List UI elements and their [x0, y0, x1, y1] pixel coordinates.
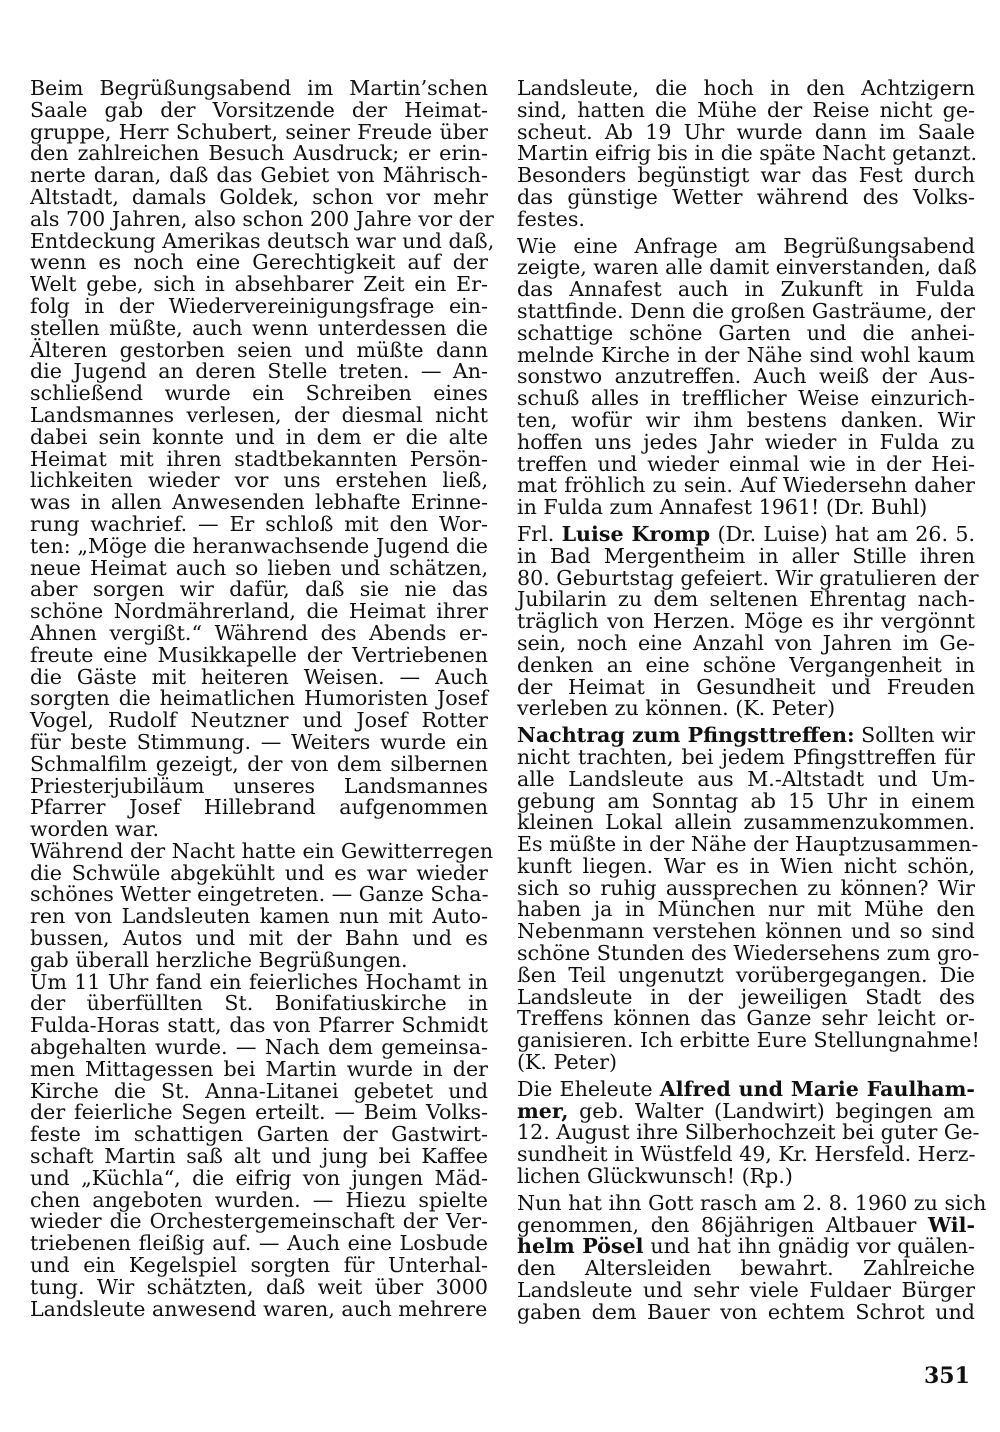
text-line: Martin eifrig bis in die späte Nacht getanzt.: [517, 141, 978, 166]
text-line: schönes Wetter eingetreten. — Ganze Scha-: [30, 882, 489, 907]
text-line: den Altersleiden bewahrt. Zahlreiche: [517, 1256, 975, 1281]
text-line: Altstadt, damals Goldek, schon vor mehr: [30, 184, 488, 209]
text-line: Landsleute in der jeweiligen Stadt des: [517, 984, 975, 1009]
text-line: stattfinde. Denn die großen Gasträume, der: [517, 298, 975, 323]
text-line: Landsmannes verlesen, der diesmal nicht: [30, 402, 488, 427]
text-line: für beste Stimmung. — Weiters wurde ein: [30, 729, 488, 754]
text-line: Ahnen vergißt.“ Während des Abends er-: [30, 620, 488, 645]
text-line: neue Heimat auch so lieben und schätzen,: [30, 555, 488, 580]
text-line: 12. August ihre Silberhochzeit bei guter Ge-: [517, 1120, 980, 1145]
text-line: folg in der Wiedervereinigungsfrage ein-: [30, 293, 488, 318]
text-line: nicht trachten, bei jedem Pfingsttreffen für: [517, 744, 975, 769]
text-line: Um 11 Uhr fand ein feierliches Hochamt in: [30, 969, 488, 994]
paragraph-hochamt: [30, 969, 488, 1321]
text-line: und „Küchla“, die eifrig von jungen Mäd-: [30, 1165, 488, 1190]
paragraph-silberhochzeit: [517, 1076, 980, 1189]
page-number: 351: [924, 1363, 970, 1389]
text-line: Kirche die St. Anna-Litanei gebetet und: [30, 1078, 488, 1103]
text-line: verleben zu können. (K. Peter): [517, 696, 836, 721]
text-line: Landsleute, die hoch in den Achtzigern: [517, 76, 975, 100]
text-line: Nachtrag zum Pfingsttreffen: Sollten wir: [517, 723, 976, 748]
text-line: sein, noch eine Anzahl von Jahren im Ge-: [517, 630, 975, 655]
text-line: Während der Nacht hatte ein Gewitterregen: [30, 838, 494, 863]
text-line: gruppe, Herr Schubert, seiner Freude über: [30, 119, 488, 144]
text-line: sorgten die heimatlichen Humoristen Josef: [30, 686, 488, 711]
text-line: den zahlreichen Besuch Ausdruck; er erin-: [30, 141, 488, 166]
text-line: dabei sein konnte und in dem er die alte: [30, 424, 488, 449]
text-line: aber sorgen wir dafür, daß sie nie das: [30, 577, 488, 602]
text-line: Vogel, Rudolf Neutzner und Josef Rotter: [30, 708, 488, 733]
text-line: Landsleute und sehr viele Fuldaer Bürger: [517, 1278, 975, 1303]
text-line: scheut. Ab 19 Uhr wurde dann im Saale: [517, 119, 975, 144]
text-line: ten: „Möge die heranwachsende Jugend die: [30, 533, 488, 558]
person-name: Wil-: [928, 1212, 975, 1237]
text-line: feste im schattigen Garten der Gastwirt-: [30, 1122, 488, 1147]
text-line: hoffen uns jedes Jahr wieder in Fulda zu: [517, 429, 975, 454]
text-line: gab überall herzliche Begrüßungen.: [30, 947, 408, 972]
text-line: freute eine Musikkapelle der Vertriebenen: [30, 642, 488, 667]
text-line: gebung am Sonntag ab 15 Uhr in einem: [517, 788, 975, 813]
paragraph-obituary: [517, 1190, 987, 1324]
text-line: träglich von Herzen. Möge es ihr vergönnt: [517, 609, 975, 634]
text-line: ren von Landsleuten kamen nun mit Auto-: [30, 904, 488, 929]
text-line: sundheit in Wüstfeld 49, Kr. Hersfeld. Herz-: [517, 1142, 976, 1167]
text-line: worden war.: [30, 817, 160, 842]
text-line: Beim Begrüßungsabend im Martin’schen: [30, 76, 488, 100]
text-line: ßen Teil ungenutzt vorübergegangen. Die: [517, 962, 975, 987]
person-name: helm Pösel: [517, 1234, 644, 1259]
paragraph-gewitter: [30, 838, 494, 972]
text-line: stellen müßte, auch wenn unterdessen die: [30, 315, 488, 340]
text-line: Jubilarin zu dem seltenen Ehrentag nach-: [517, 587, 975, 612]
text-line: lichen Glückwunsch! (Rp.): [517, 1164, 793, 1189]
text-line: mat fröhlich zu sein. Auf Wiedersehn daher: [517, 473, 975, 498]
text-line: denken an eine schöne Vergangenheit in: [517, 652, 975, 677]
text-line: Die Eheleute Alfred und Marie Faulham-: [517, 1076, 975, 1101]
text-line: der Heimat in Gesundheit und Freuden: [517, 674, 975, 699]
text-line: Schmalfilm gezeigt, der von dem silbernen: [30, 751, 488, 776]
text-line: chen angeboten wurden. — Hiezu spielte: [30, 1187, 488, 1212]
person-name: Alfred und Marie Faulham-: [659, 1076, 975, 1101]
text-line: (K. Peter): [517, 1050, 617, 1075]
text-line: ten, wofür wir ihm bestens danken. Wir: [517, 407, 975, 432]
text-line: lichkeiten wieder vor uns erstehen ließ,: [30, 468, 488, 493]
text-line: rung wachrief. — Er schloß mit den Wor-: [30, 511, 488, 536]
text-line: haben ja in München nur mit Mühe den: [517, 897, 975, 922]
text-line: Nun hat ihn Gott rasch am 2. 8. 1960 zu sich: [517, 1190, 987, 1215]
text-line: Fulda-Horas statt, das von Pfarrer Schmidt: [30, 1013, 488, 1038]
text-line: wieder die Orchestergemeinschaft der Ver-: [30, 1209, 488, 1234]
text-line: Heimat mit ihren stadtbekannten Persön-: [30, 446, 488, 471]
text-line: wenn es noch eine Gerechtigkeit auf der: [30, 250, 488, 275]
text-line: nerte daran, daß das Gebiet von Mährisch-: [30, 163, 488, 188]
paragraph-tanz: [517, 76, 978, 231]
text-line: alle Landsleute aus M.-Altstadt und Um-: [517, 766, 975, 791]
text-line: abgehalten wurde. — Nach dem gemeinsa-: [30, 1035, 488, 1060]
text-line: sonstwo anzutreffen. Auch weiß der Aus-: [517, 364, 975, 389]
text-line: schaft Martin saß alt und jung bei Kaffee: [30, 1144, 488, 1169]
text-line: in Fulda zum Annafest 1961! (Dr. Buhl): [517, 495, 928, 520]
text-line: die Gäste mit heiteren Weisen. — Auch: [30, 664, 488, 689]
text-line: Saale gab der Vorsitzende der Heimat-: [30, 97, 488, 122]
text-line: tung. Wir schätzten, daß weit über 3000: [30, 1274, 488, 1299]
text-line: Treffens können das Ganze sehr leicht or-: [517, 1006, 975, 1031]
text-line: mer, geb. Walter (Landwirt) begingen am: [517, 1098, 975, 1123]
person-name: mer,: [517, 1098, 569, 1123]
text-line: treffen und wieder einmal wie in der Hei-: [517, 451, 975, 476]
text-line: melnde Kirche in der Nähe sind wohl kaum: [517, 342, 975, 367]
text-line: die Jugend an deren Stelle treten. — An-: [30, 359, 488, 384]
text-line: schuß alles in trefflicher Weise einzurich-: [517, 386, 975, 411]
text-line: Priesterjubiläum unseres Landsmannes: [30, 773, 488, 798]
text-line: Es müßte in der Nähe der Hauptzusammen-: [517, 832, 979, 857]
text-line: Besonders begünstigt war das Fest durch: [517, 163, 975, 188]
text-line: zeigte, waren alle damit einverstanden, daß: [517, 255, 977, 280]
text-line: sind, hatten die Mühe der Reise nicht ge-: [517, 97, 975, 122]
text-line: bussen, Autos und mit der Bahn und es: [30, 926, 488, 951]
text-line: helm Pösel und hat ihn gnädig vor quälen-: [517, 1234, 975, 1259]
text-line: Nebenmann verstehen können und so sind: [517, 919, 975, 944]
text-line: das günstige Wetter während des Volks-: [517, 184, 975, 209]
text-line: schöne Stunden des Wiedersehens zum gro-: [517, 941, 980, 966]
text-line: Landsleute anwesend waren, auch mehrere: [30, 1296, 488, 1321]
text-line: 80. Geburtstag gefeiert. Wir gratulieren der: [517, 565, 979, 590]
paragraph-annafest: [517, 233, 977, 520]
text-line: kleinen Lokal allein zusammenzukommen.: [517, 810, 975, 835]
text-line: Entdeckung Amerikas deutsch war und daß,: [30, 228, 495, 253]
paragraph-begruessungsabend: [30, 76, 495, 842]
left-column: [30, 76, 495, 1321]
text-line: die Schwüle abgekühlt und es war wieder: [30, 860, 488, 885]
text-line: festes.: [517, 206, 585, 231]
text-line: schattige schöne Garten und die anhei-: [517, 320, 975, 345]
person-name: Luise Kromp: [561, 521, 711, 546]
text-line: men Mittagessen bei Martin wurde in der: [30, 1056, 488, 1081]
paragraph-kromp-birthday: [517, 521, 979, 721]
text-line: triebenen fleißig auf. — Auch eine Losbude: [30, 1231, 488, 1256]
right-column: [517, 76, 987, 1329]
text-line: als 700 Jahren, also schon 200 Jahre vor der: [30, 206, 494, 231]
text-line: genommen, den 86jährigen Altbauer Wil-: [517, 1212, 975, 1237]
text-line: was in allen Anwesenden lebhafte Erinne-: [30, 490, 488, 515]
text-line: in Bad Mergentheim in aller Stille ihren: [517, 543, 975, 568]
text-line: Frl. Luise Kromp (Dr. Luise) hat am 26. 5.: [517, 521, 975, 546]
text-line: Wie eine Anfrage am Begrüßungsabend: [517, 233, 975, 258]
text-line: sich so ruhig aussprechen zu können? Wir: [517, 875, 975, 900]
text-line: und ein Kegelspiel sorgten für Unterhal-: [30, 1253, 488, 1278]
section-heading: Nachtrag zum Pfingsttreffen:: [517, 723, 855, 748]
text-line: der feierliche Segen erteilt. — Beim Volks-: [30, 1100, 488, 1125]
text-line: Älteren gestorben seien und müßte dann: [30, 337, 488, 362]
text-line: Pfarrer Josef Hillebrand aufgenommen: [30, 795, 488, 820]
text-line: schöne Nordmährerland, die Heimat ihrer: [30, 599, 488, 624]
text-line: der überfüllten St. Bonifatiuskirche in: [30, 991, 488, 1016]
text-line: Welt gebe, sich in absehbarer Zeit ein Er-: [30, 272, 488, 297]
text-line: schließend wurde ein Schreiben eines: [30, 381, 488, 406]
text-line: ganisieren. Ich erbitte Eure Stellungnahme!: [517, 1028, 980, 1053]
text-line: kunft liegen. War es in Wien nicht schön,: [517, 853, 975, 878]
text-line: gaben dem Bauer von echtem Schrot und: [517, 1299, 975, 1324]
paragraph-pfingsttreffen: [517, 723, 980, 1075]
text-line: das Annafest auch in Zukunft in Fulda: [517, 277, 975, 302]
